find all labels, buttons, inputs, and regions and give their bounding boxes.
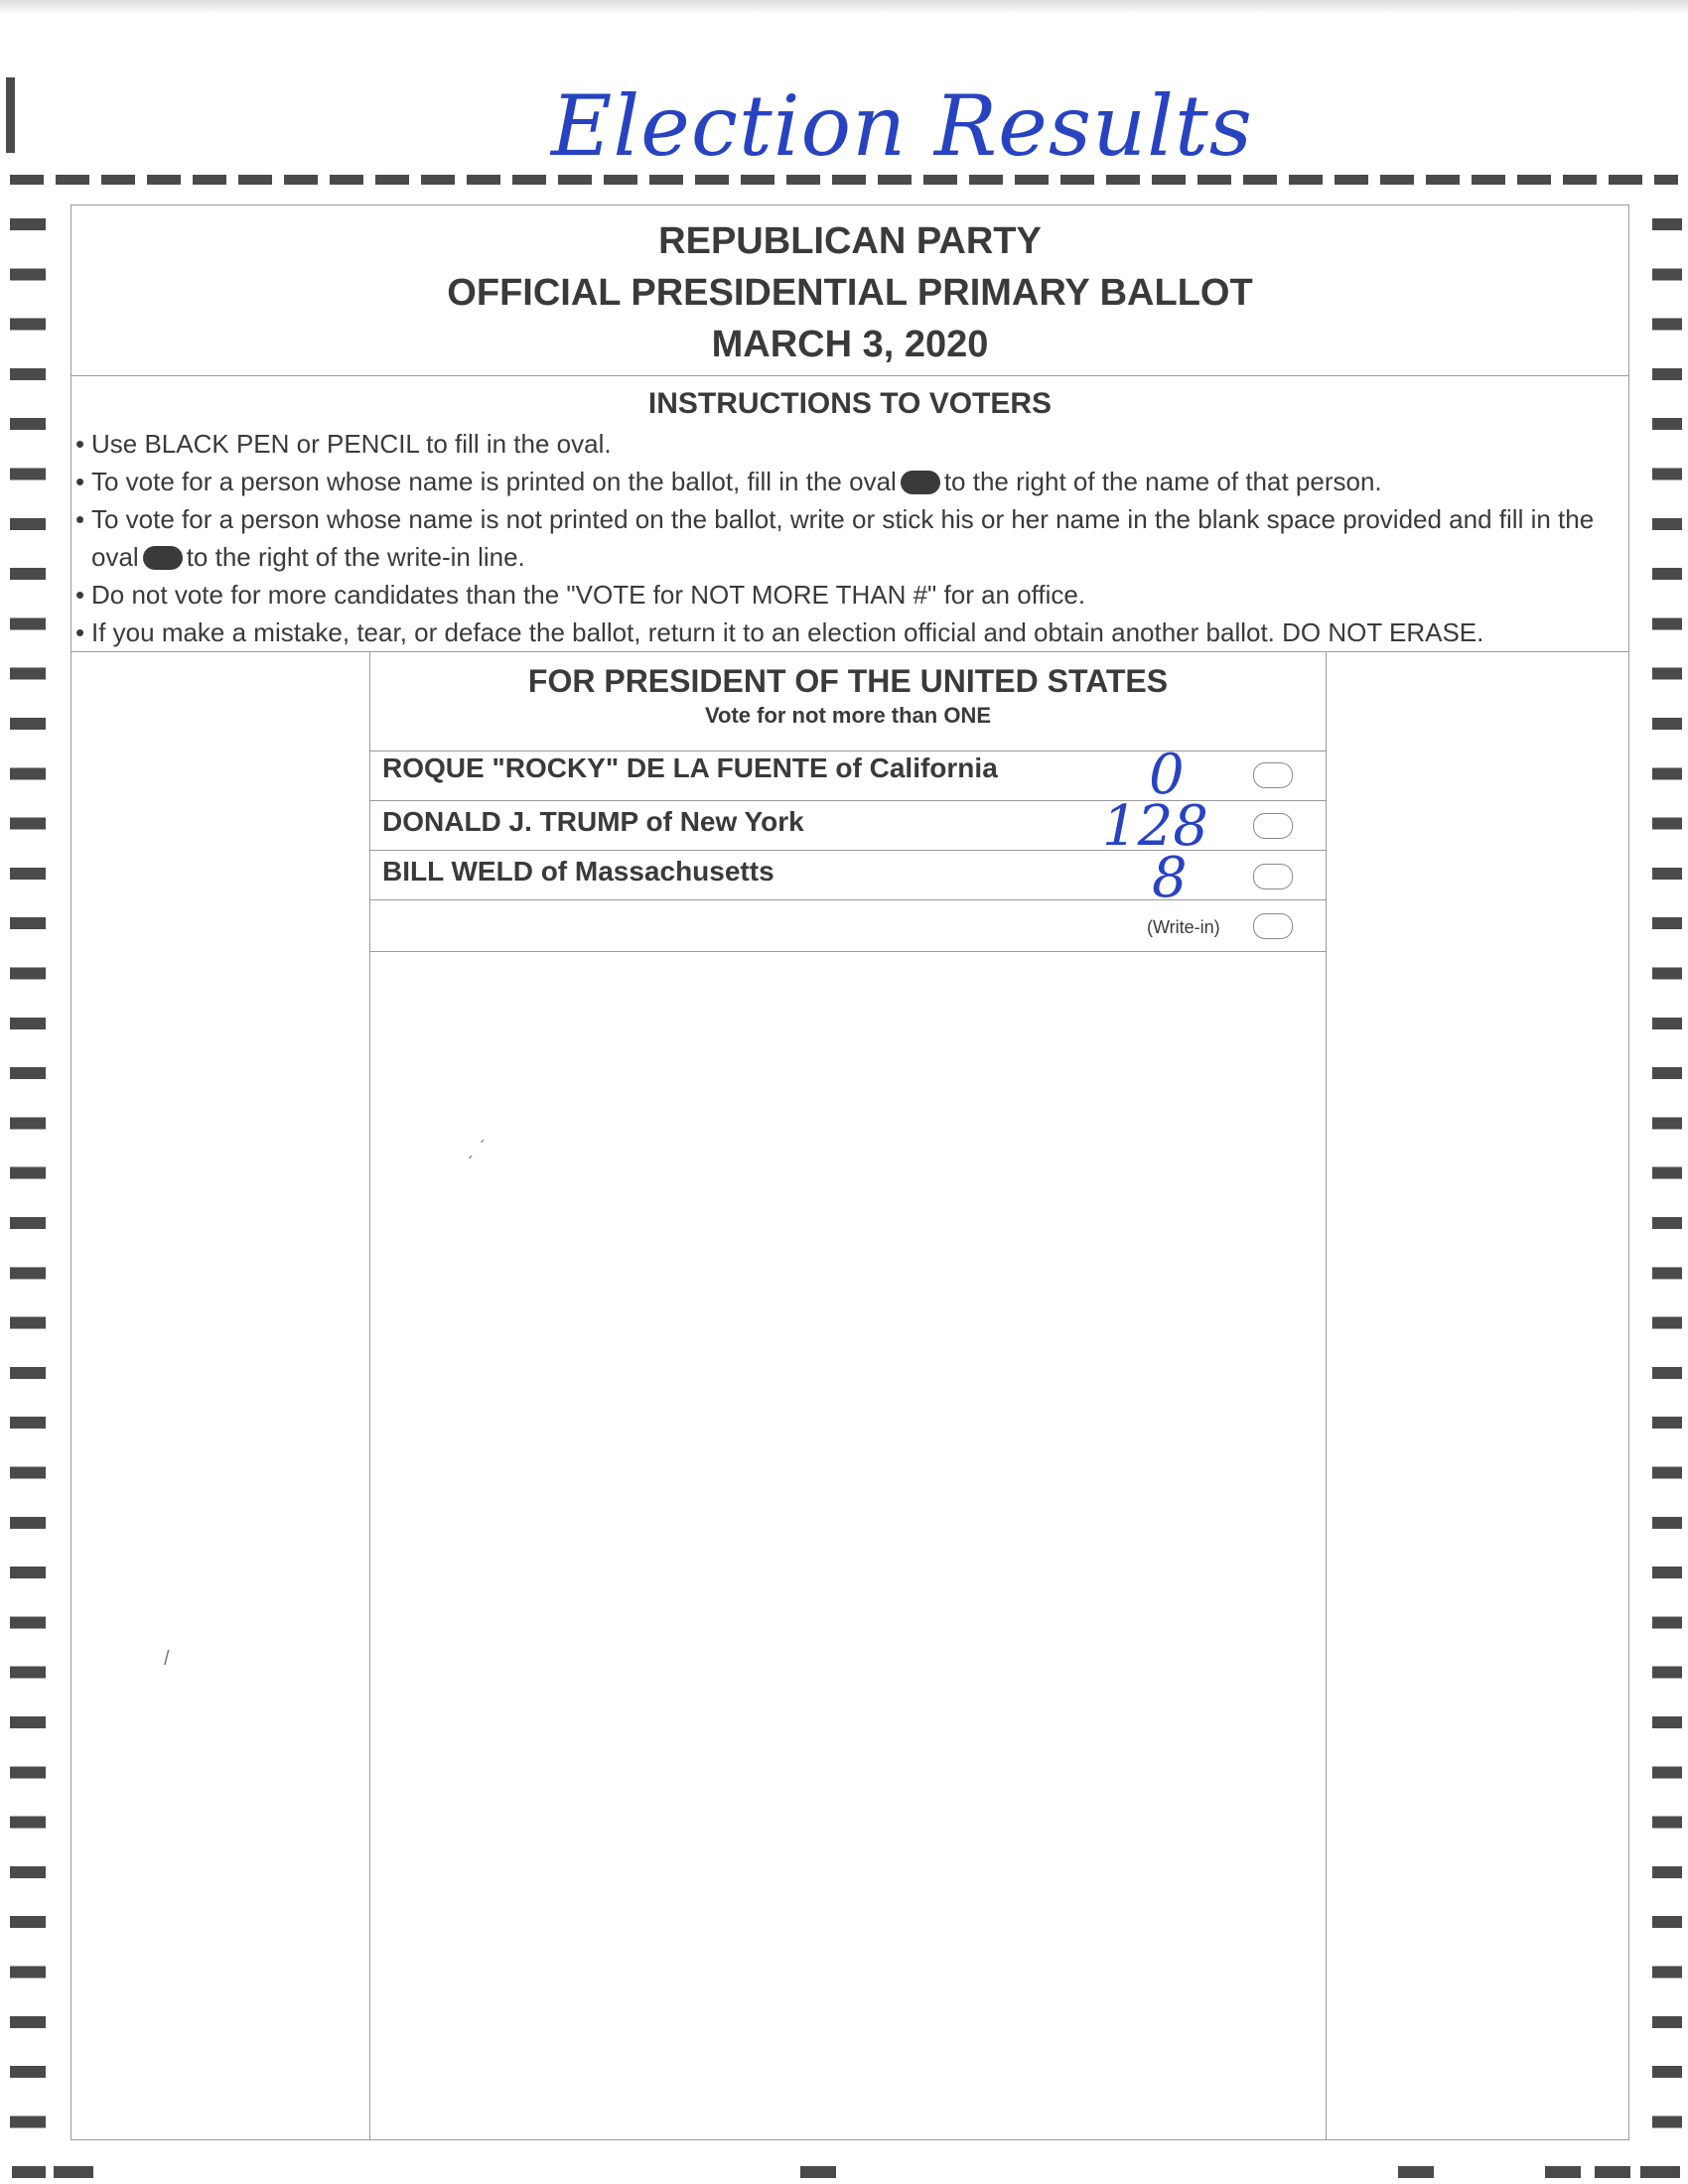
ballot-heading: OFFICIAL PRESIDENTIAL PRIMARY BALLOT [447,272,1253,314]
candidate-name: ROQUE "ROCKY" DE LA FUENTE of California [382,752,998,783]
filled-oval-icon [901,471,940,494]
filled-oval-icon [143,546,183,570]
writein-vote-oval[interactable] [1253,913,1293,939]
bottom-timing-mark [1398,2166,1434,2178]
vote-oval[interactable] [1253,762,1293,788]
instructions-divider [70,651,1629,652]
scan-speck: ˏ ˊ [467,1138,486,1160]
bottom-timing-mark [800,2166,836,2178]
candidate-name: DONALD J. TRUMP of New York [382,806,804,837]
left-timing-marks [10,218,46,2164]
bottom-timing-mark [1640,2166,1680,2178]
contest-vote-limit: Vote for not more than ONE [704,703,992,728]
instructions-heading: INSTRUCTIONS TO VOTERS [647,387,1053,420]
top-timing-marks [10,175,1678,185]
handwritten-vote-count: 0 [1149,743,1185,807]
instruction-item: • If you make a mistake, tear, or deface the ballot, return it to an election official and obtain another ballot. DO NOT ERASE. [75,617,1484,647]
handwritten-vote-count: 128 [1102,794,1208,859]
bottom-timing-mark [1545,2166,1581,2178]
election-date: MARCH 3, 2020 [711,324,989,365]
writein-label: (Write-in) [1147,917,1220,937]
writein-row-divider [369,951,1326,952]
scan-top-shadow [0,0,1688,14]
vote-oval[interactable] [1253,813,1293,839]
contest-right-border [1326,651,1327,2140]
instruction-item: • Use BLACK PEN or PENCIL to fill in the oval. [75,429,612,459]
party-heading: REPUBLICAN PARTY [658,220,1042,262]
bottom-timing-mark [54,2166,93,2178]
handwritten-vote-count: 8 [1152,846,1188,910]
right-timing-marks [1652,218,1682,2164]
bottom-timing-mark [12,2166,46,2178]
handwritten-title: Election Results [551,77,1253,175]
corner-registration-mark [6,77,15,153]
vote-oval[interactable] [1253,864,1293,889]
scan-speck: / [164,1648,170,1670]
bottom-timing-mark [1595,2166,1630,2178]
header-divider [70,375,1629,376]
contest-left-border [369,651,370,2140]
instruction-item: • To vote for a person whose name is not printed on the ballot, write or stick his or her name in the blank space provided and fill in the oval to the right of the write-in line. [75,504,1595,572]
instruction-item: • Do not vote for more candidates than the "VOTE for NOT MORE THAN #" for an office. [75,580,1086,610]
instruction-item: • To vote for a person whose name is printed on the ballot, fill in the oval to the right of the name of that person. [75,467,1382,496]
candidate-name: BILL WELD of Massachusetts [382,856,774,887]
contest-title: FOR PRESIDENT OF THE UNITED STATES [527,663,1169,699]
